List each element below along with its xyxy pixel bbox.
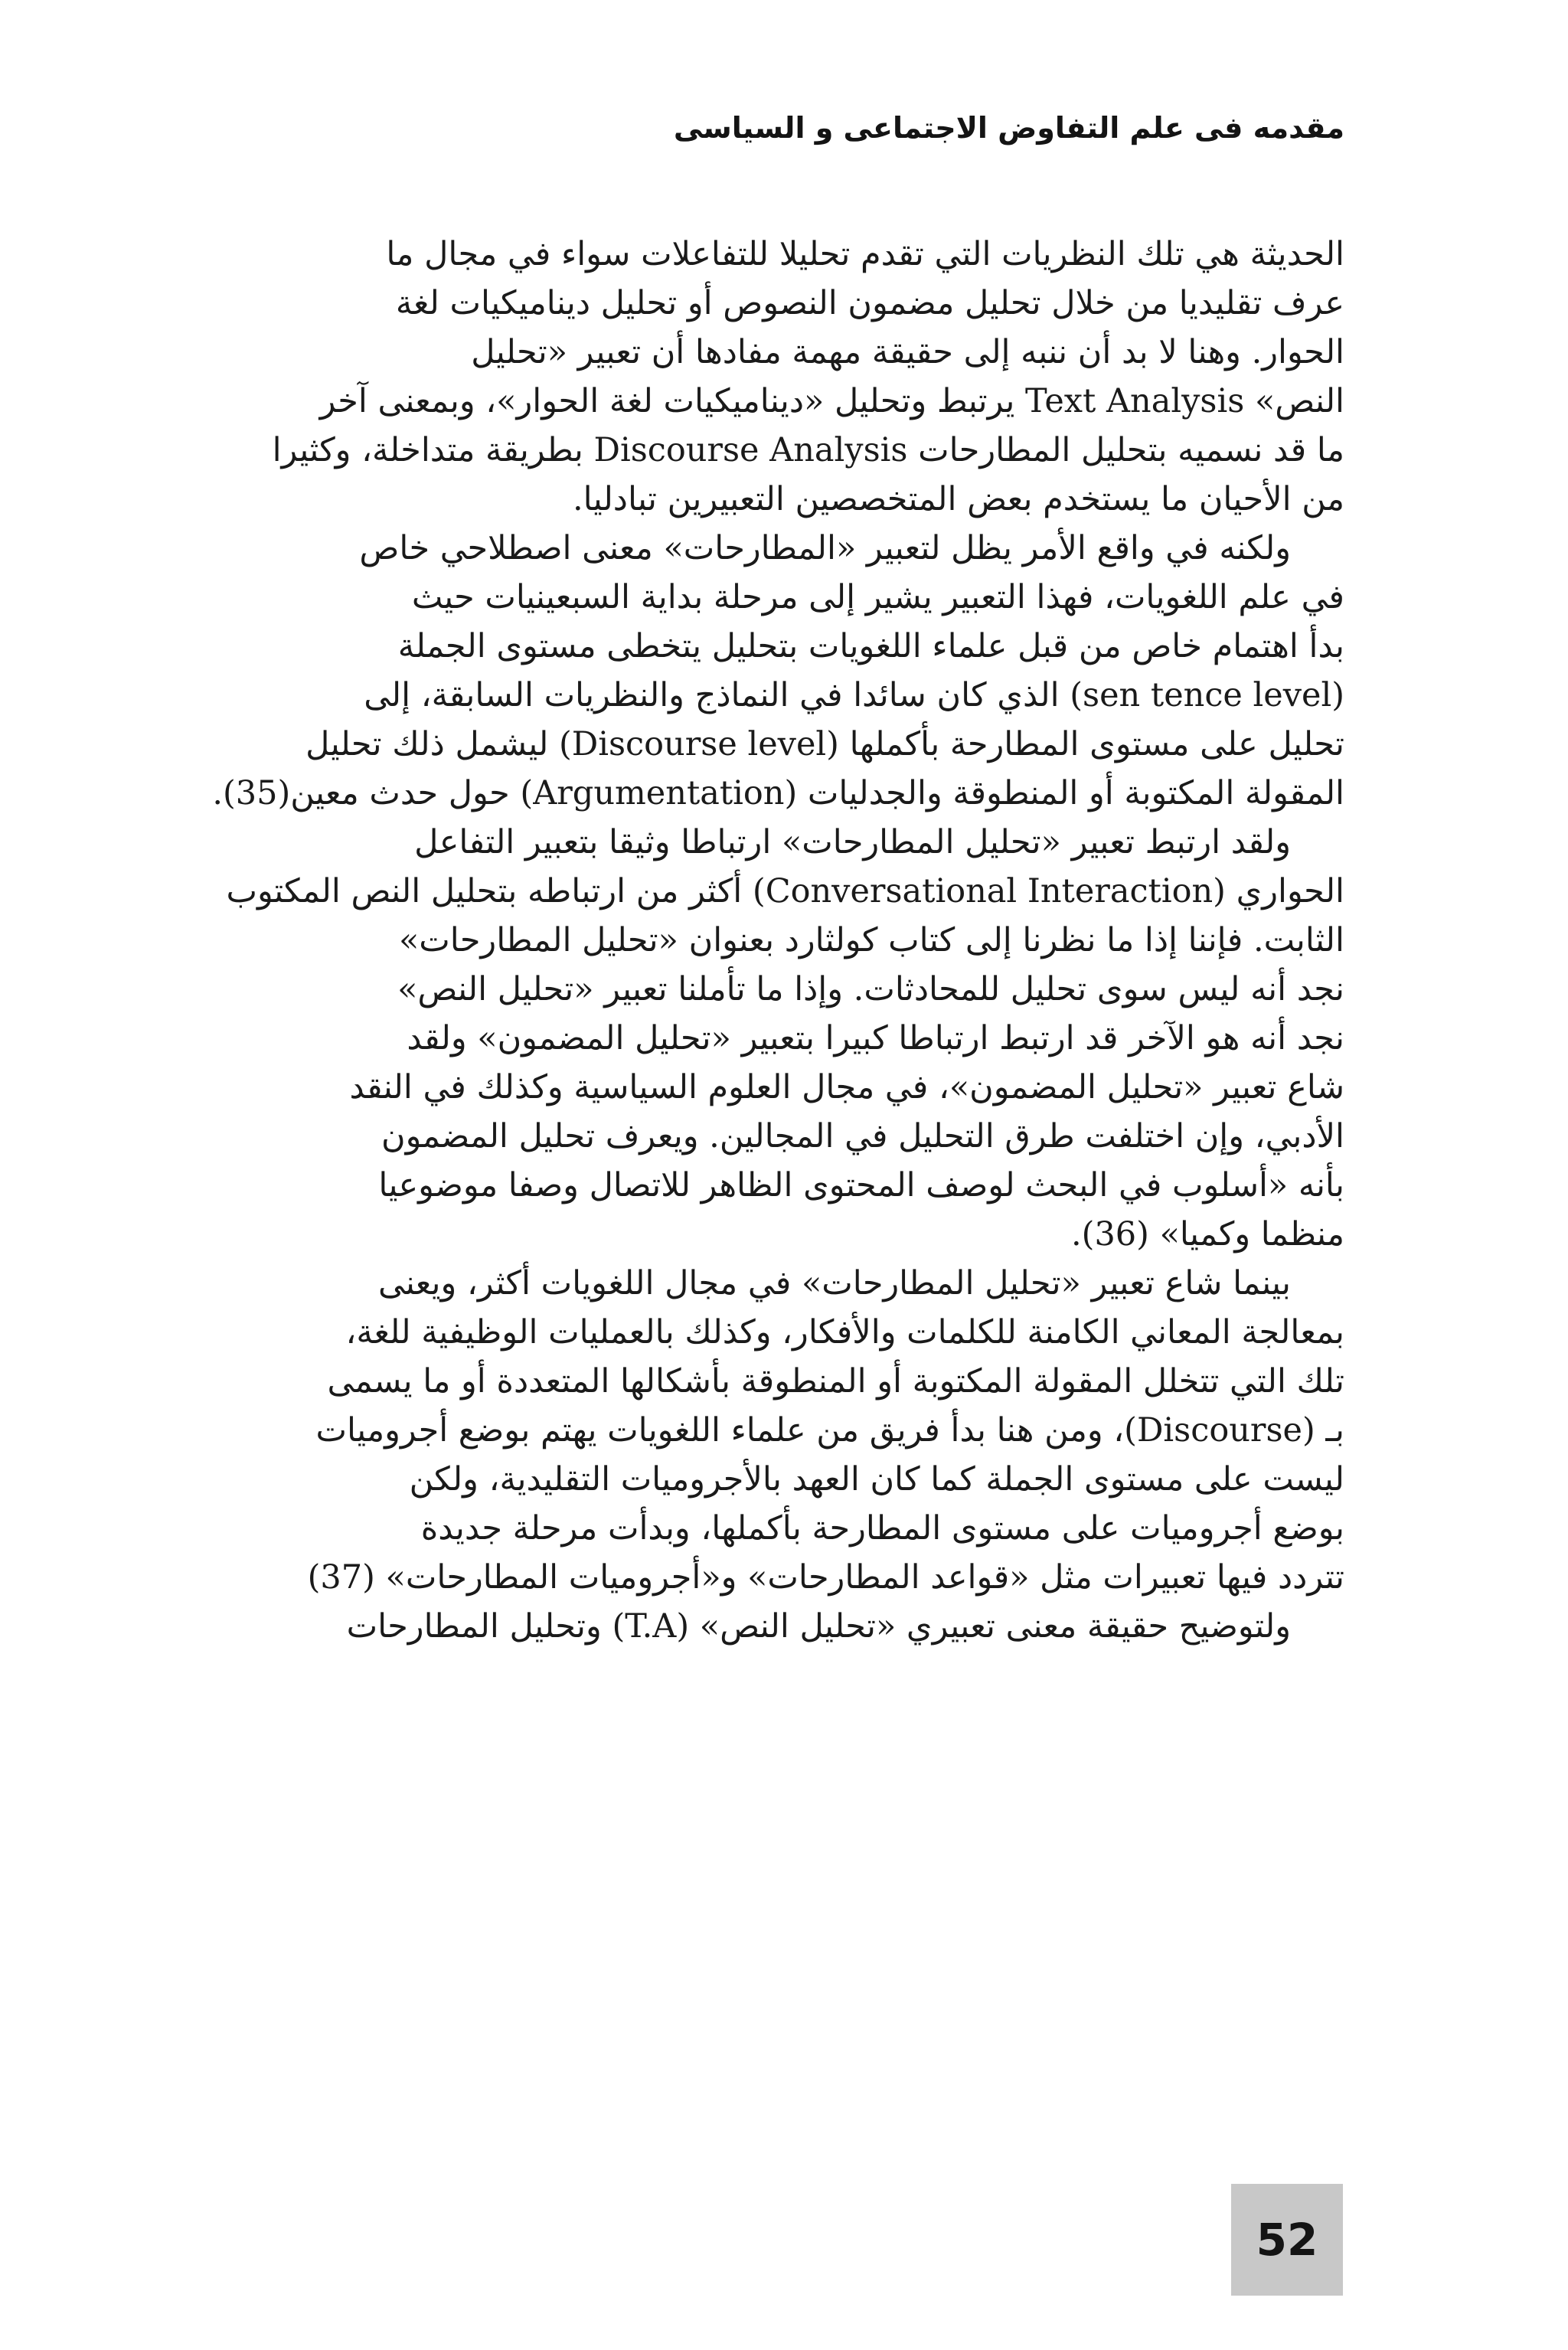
paragraph-start-line: ولقد ارتبط تعبير «تحليل المطارحات» ارتباطا وثيقا بتعبير التفاعل — [414, 823, 1291, 861]
text-line: بوضع أجروميات على مستوى المطارحة بأكملها، وبدأت مرحلة جديدة — [420, 1509, 1344, 1548]
text-line: نجد أنه هو الآخر قد ارتبط ارتباطا كبيرا بتعبير «تحليل المضمون» ولقد — [407, 1019, 1344, 1057]
paragraph-start-line: ولتوضيح حقيقة معنى تعبيري «تحليل النص» (T.A) وتحليل المطارحات — [346, 1607, 1291, 1646]
page-number: 52 — [1256, 2214, 1318, 2266]
paragraph-start-line: ولكنه في واقع الأمر يظل لتعبير «المطارحات» معنى اصطلاحي خاص — [359, 529, 1291, 567]
text-line: بأنه «أسلوب في البحث لوصف المحتوى الظاهر للاتصال وصفا موضوعيا — [378, 1166, 1344, 1204]
text-line: ليست على مستوى الجملة كما كان العهد بالأجروميات التقليدية، ولكن — [409, 1460, 1344, 1499]
text-line: تتردد فيها تعبيرات مثل «قواعد المطارحات» و«أجروميات المطارحات» (37) — [307, 1558, 1344, 1597]
text-line: النص» Text Analysis يرتبط وتحليل «ديناميكيات لغة الحوار»، وبمعنى آخر — [319, 382, 1344, 420]
text-line: الحواري (Conversational Interaction) أكثر من ارتباطه بتحليل النص المكتوب — [226, 872, 1344, 910]
text-line: في علم اللغويات، فهذا التعبير يشير إلى مرحلة بداية السبعينيات حيث — [411, 578, 1344, 616]
text-line: الأدبي، وإن اختلفت طرق التحليل في المجالين. ويعرف تحليل المضمون — [381, 1117, 1344, 1155]
text-line: (sen tence level) الذي كان سائدا في النماذج والنظريات السابقة، إلى — [364, 676, 1344, 714]
text-line: تحليل على مستوى المطارحة بأكملها (Discourse level) ليشمل ذلك تحليل — [305, 725, 1344, 763]
text-line: تلك التي تتخلل المقولة المكتوبة أو المنطوقة بأشكالها المتعددة أو ما يسمى — [327, 1362, 1344, 1401]
text-line: الحوار. وهنا لا بد أن ننبه إلى حقيقة مهمة مفادها أن تعبير «تحليل — [471, 333, 1344, 371]
text-line: الحديثة هي تلك النظريات التي تقدم تحليلا للتفاعلات سواء في مجال ما — [386, 235, 1344, 273]
text-line: منظما وكميا» (36). — [1070, 1215, 1344, 1253]
text-line: عرف تقليديا من خلال تحليل مضمون النصوص أو تحليل ديناميكيات لغة — [395, 284, 1344, 322]
running-header: مقدمه فى علم التفاوض الاجتماعى و السياسى — [673, 111, 1344, 145]
text-line: المقولة المكتوبة أو المنطوقة والجدليات (Argumentation) حول حدث معين(35). — [212, 774, 1344, 812]
text-line: الثابت. فإننا إذا ما نظرنا إلى كتاب كولثارد بعنوان «تحليل المطارحات» — [398, 921, 1344, 959]
text-line: بدأ اهتمام خاص من قبل علماء اللغويات بتحليل يتخطى مستوى الجملة — [397, 627, 1344, 665]
paragraph-start-line: بينما شاع تعبير «تحليل المطارحات» في مجال اللغويات أكثر، ويعنى — [377, 1264, 1291, 1302]
body-text — [212, 230, 1344, 1651]
text-line: نجد أنه ليس سوى تحليل للمحادثات. وإذا ما تأملنا تعبير «تحليل النص» — [397, 970, 1344, 1008]
text-line: بمعالجة المعاني الكامنة للكلمات والأفكار، وكذلك بالعمليات الوظيفية للغة، — [345, 1313, 1344, 1351]
text-line: من الأحيان ما يستخدم بعض المتخصصين التعبيرين تبادليا. — [572, 480, 1344, 518]
text-line: شاع تعبير «تحليل المضمون»، في مجال العلوم السياسية وكذلك في النقد — [349, 1068, 1344, 1106]
text-line: ما قد نسميه بتحليل المطارحات Discourse Analysis بطريقة متداخلة، وكثيرا — [272, 431, 1344, 469]
text-line: بـ (Discourse)، ومن هنا بدأ فريق من علماء اللغويات يهتم بوضع أجروميات — [315, 1411, 1344, 1450]
page-number-box — [1231, 2184, 1343, 2296]
